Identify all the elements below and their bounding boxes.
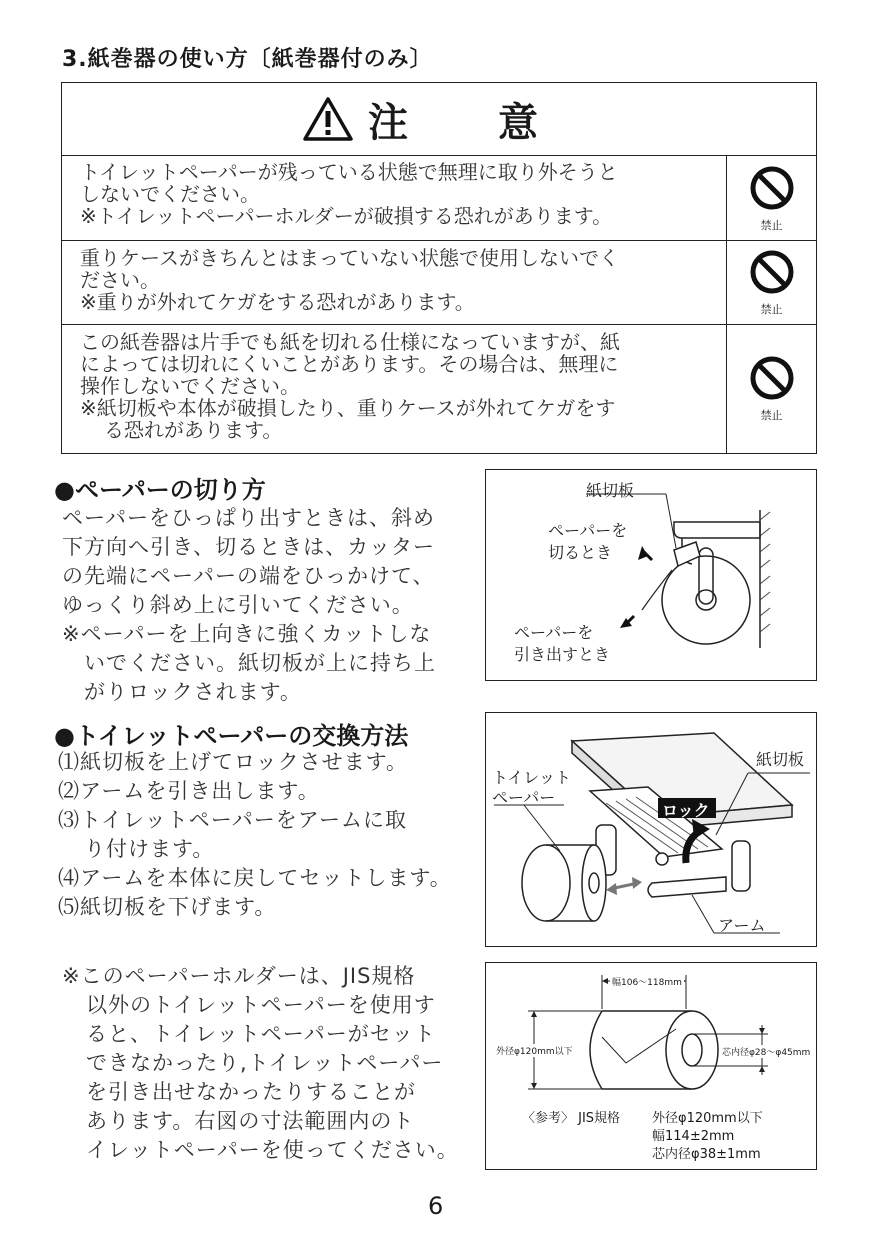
prohibit-label: 禁止 xyxy=(760,303,783,316)
width-label: 幅106〜118mm xyxy=(610,975,684,988)
jis-line: あります。右図の寸法範囲内のト xyxy=(86,1109,415,1133)
jis-line: 以外のトイレットペーパーを使用す xyxy=(86,993,436,1017)
caution-text: 操作しないでください。 xyxy=(80,374,300,398)
replace-step: り付けます。 xyxy=(84,837,215,861)
cutting-figure xyxy=(485,469,817,681)
replace-step: ⑶トイレットペーパーをアームに取 xyxy=(58,808,408,832)
prohibit-icon xyxy=(749,355,795,401)
caution-text: この紙巻器は片手でも紙を切れる仕様になっていますが、紙 xyxy=(80,330,620,354)
prohibit-icon xyxy=(749,249,795,295)
prohibit-cell xyxy=(726,241,816,324)
figure-label-pull: 引き出すとき xyxy=(514,645,611,664)
caution-note: ※紙切板や本体が破損したり、重りケースが外れてケガをす xyxy=(80,396,616,420)
figure-label-plate: 紙切板 xyxy=(756,750,805,769)
cutting-line: 下方向へ引き、切るときは、カッター xyxy=(62,535,435,559)
replace-step: ⑸紙切板を下げます。 xyxy=(58,895,277,919)
caution-box xyxy=(61,82,817,454)
prohibit-cell xyxy=(726,155,816,240)
figure-label-paper: トイレット xyxy=(492,768,572,787)
caution-heading: 注 意 xyxy=(368,99,576,146)
cutting-line: ペーパーをひっぱり出すときは、斜め xyxy=(62,506,435,530)
figure-label-cut: 切るとき xyxy=(548,543,613,562)
caution-row xyxy=(62,155,816,241)
caution-note: る恐れがあります。 xyxy=(104,418,283,442)
roll-dimension-diagram xyxy=(486,963,816,1169)
caution-header xyxy=(62,83,816,156)
replace-step: ⑵アームを引き出します。 xyxy=(58,779,320,803)
prohibit-label: 禁止 xyxy=(760,409,783,422)
reference-label: 〈参考〉 JIS規格 xyxy=(522,1111,621,1126)
spec-width: 幅114±2mm xyxy=(652,1129,735,1144)
outer-diameter-label: 外径φ120mm以下 xyxy=(496,1044,573,1057)
page-number: 6 xyxy=(428,1192,444,1220)
warning-triangle-icon xyxy=(302,96,354,142)
replace-steps xyxy=(58,748,452,922)
figure-label-paper: ペーパー xyxy=(492,788,556,807)
cutting-note: ※ペーパーを上向きに強くカットしな xyxy=(62,622,432,646)
caution-text: 重りケースがきちんとはまっていない状態で使用しないでく xyxy=(80,246,619,270)
prohibit-icon xyxy=(749,165,795,211)
cutting-line: の先端にペーパーの端をひっかけて、 xyxy=(62,564,435,588)
section-title: 3.紙巻器の使い方〔紙巻器付のみ〕 xyxy=(62,47,433,72)
caution-row xyxy=(62,241,816,325)
spec-core: 芯内径φ38±1mm xyxy=(652,1147,761,1162)
cutting-line: ゆっくり斜め上に引いてください。 xyxy=(62,593,414,617)
core-diameter-label: 芯内径φ28〜φ45mm xyxy=(722,1045,810,1058)
figure-label-arm: アーム xyxy=(718,916,766,935)
cutting-note: いでください。紙切板が上に持ち上 xyxy=(84,651,436,675)
jis-line: できなかったり,トイレットペーパー xyxy=(86,1051,444,1075)
figure-label-pull: ペーパーを xyxy=(514,623,594,642)
replace-step: ⑴紙切板を上げてロックさせます。 xyxy=(58,750,408,774)
replace-figure xyxy=(485,712,817,947)
cutting-text xyxy=(62,504,436,707)
jis-line: を引き出せなかったりすることが xyxy=(86,1080,416,1104)
replace-step: ⑷アームを本体に戻してセットします。 xyxy=(58,866,452,890)
prohibit-cell xyxy=(726,325,816,453)
jis-line: イレットペーパーを使ってください。 xyxy=(86,1138,459,1162)
caution-text: トイレットペーパーが残っている状態で無理に取り外そうと xyxy=(80,160,618,184)
caution-text: しないでください。 xyxy=(80,182,260,206)
cutting-title: ●ペーパーの切り方 xyxy=(54,476,266,504)
spec-outer: 外径φ120mm以下 xyxy=(652,1111,763,1126)
figure-label-lock: ロック xyxy=(662,801,710,820)
replace-title: ●トイレットペーパーの交換方法 xyxy=(54,722,409,750)
figure-label-plate: 紙切板 xyxy=(586,481,635,500)
figure-label-cut: ペーパーを xyxy=(548,521,628,540)
caution-note: ※重りが外れてケガをする恐れがあります。 xyxy=(80,290,475,314)
jis-line: ※このペーパーホルダーは、JIS規格 xyxy=(62,964,416,988)
cutting-note: がりロックされます。 xyxy=(84,680,302,704)
caution-note: ※トイレットペーパーホルダーが破損する恐れがあります。 xyxy=(80,204,613,228)
prohibit-label: 禁止 xyxy=(760,219,783,232)
jis-line: ると、トイレットペーパーがセット xyxy=(86,1022,436,1046)
caution-text: ださい。 xyxy=(80,268,160,292)
jis-figure xyxy=(485,962,817,1170)
caution-text: によっては切れにくいことがあります。その場合は、無理に xyxy=(80,352,619,376)
jis-note xyxy=(62,962,459,1165)
caution-row xyxy=(62,325,816,453)
